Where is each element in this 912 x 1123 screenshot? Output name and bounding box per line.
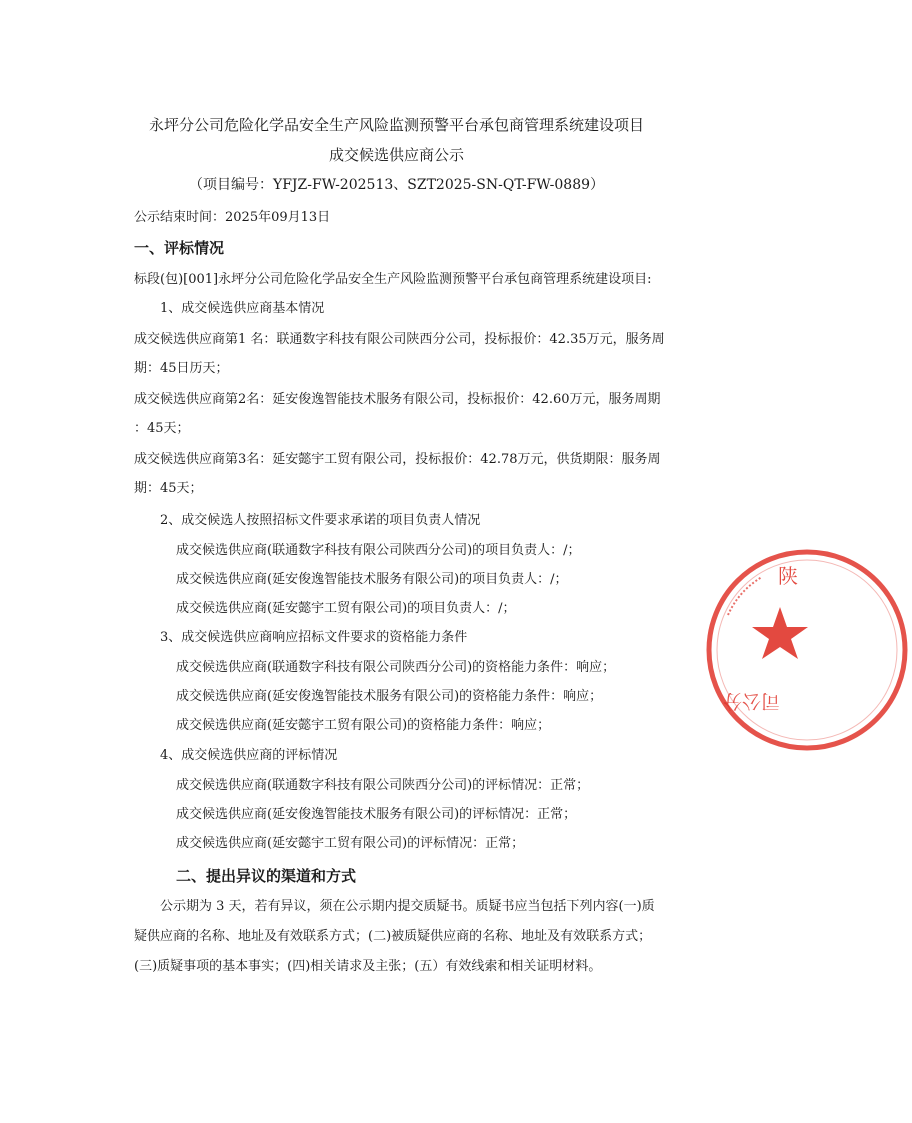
candidate1-line1: 成交候选供应商第1 名：联通数字科技有限公司陕西分公司，投标报价：42.35万元，服务周 xyxy=(134,332,665,347)
notice-end-time: 公示结束时间：2025年09月13日 xyxy=(134,210,331,225)
candidate3-line1: 成交候选供应商第3名：延安懿宇工贸有限公司，投标报价：42.78万元，供货期限：服务周 xyxy=(134,452,661,467)
svg-text:司公分: 司公分 xyxy=(722,690,780,712)
qual-line1: 成交候选供应商(联通数字科技有限公司陕西分公司)的资格能力条件：响应； xyxy=(176,660,616,675)
qual-line3: 成交候选供应商(延安懿宇工贸有限公司)的资格能力条件：响应； xyxy=(176,718,551,733)
doc-title-line1: 永坪分公司危险化学品安全生产风险监测预警平台承包商管理系统建设项目 xyxy=(148,116,644,134)
official-seal-icon xyxy=(702,545,912,755)
objection-line1: 公示期为 3 天，若有异议，须在公示期内提交质疑书。质疑书应当包括下列内容(一)质 xyxy=(160,899,655,914)
svg-text:陕: 陕 xyxy=(778,564,798,588)
sub4-heading: 4、成交候选供应商的评标情况 xyxy=(160,748,338,763)
candidate3-line2: 期：45天； xyxy=(134,481,203,496)
section2-heading: 二、提出异议的渠道和方式 xyxy=(176,867,357,885)
candidate1-line2: 期：45日历天； xyxy=(134,361,229,376)
doc-title-line2: 成交候选供应商公示 xyxy=(328,146,464,164)
pm-line1: 成交候选供应商(联通数字科技有限公司陕西分公司)的项目负责人：/； xyxy=(176,543,581,558)
candidate2-line1: 成交候选供应商第2名：延安俊逸智能技术服务有限公司，投标报价：42.60万元，服务周期 xyxy=(134,392,661,407)
qual-line2: 成交候选供应商(延安俊逸智能技术服务有限公司)的资格能力条件：响应； xyxy=(176,689,603,704)
section1-heading: 一、评标情况 xyxy=(134,239,225,257)
pm-line3: 成交候选供应商(延安懿宇工贸有限公司)的项目负责人：/； xyxy=(176,601,516,616)
eval-line1: 成交候选供应商(联通数字科技有限公司陕西分公司)的评标情况：正常； xyxy=(176,778,590,793)
lot-title: 标段(包)[001]永坪分公司危险化学品安全生产风险监测预警平台承包商管理系统建设项目: xyxy=(134,272,652,287)
sub3-heading: 3、成交候选供应商响应招标文件要求的资格能力条件 xyxy=(160,630,468,645)
objection-line3: (三)质疑事项的基本事实；(四)相关请求及主张；(五）有效线索和相关证明材料。 xyxy=(134,959,602,974)
project-number: （项目编号：YFJZ-FW-202513、SZT2025-SN-QT-FW-0889） xyxy=(188,177,605,193)
eval-line3: 成交候选供应商(延安懿宇工贸有限公司)的评标情况：正常； xyxy=(176,836,525,851)
objection-line2: 疑供应商的名称、地址及有效联系方式；(二)被质疑供应商的名称、地址及有效联系方式； xyxy=(134,929,652,944)
eval-line2: 成交候选供应商(延安俊逸智能技术服务有限公司)的评标情况：正常； xyxy=(176,807,577,822)
pm-line2: 成交候选供应商(延安俊逸智能技术服务有限公司)的项目负责人：/； xyxy=(176,572,568,587)
candidate2-line2: ：45天； xyxy=(134,421,190,436)
sub1-heading: 1、成交候选供应商基本情况 xyxy=(160,301,325,316)
sub2-heading: 2、成交候选人按照招标文件要求承诺的项目负责人情况 xyxy=(160,513,481,528)
